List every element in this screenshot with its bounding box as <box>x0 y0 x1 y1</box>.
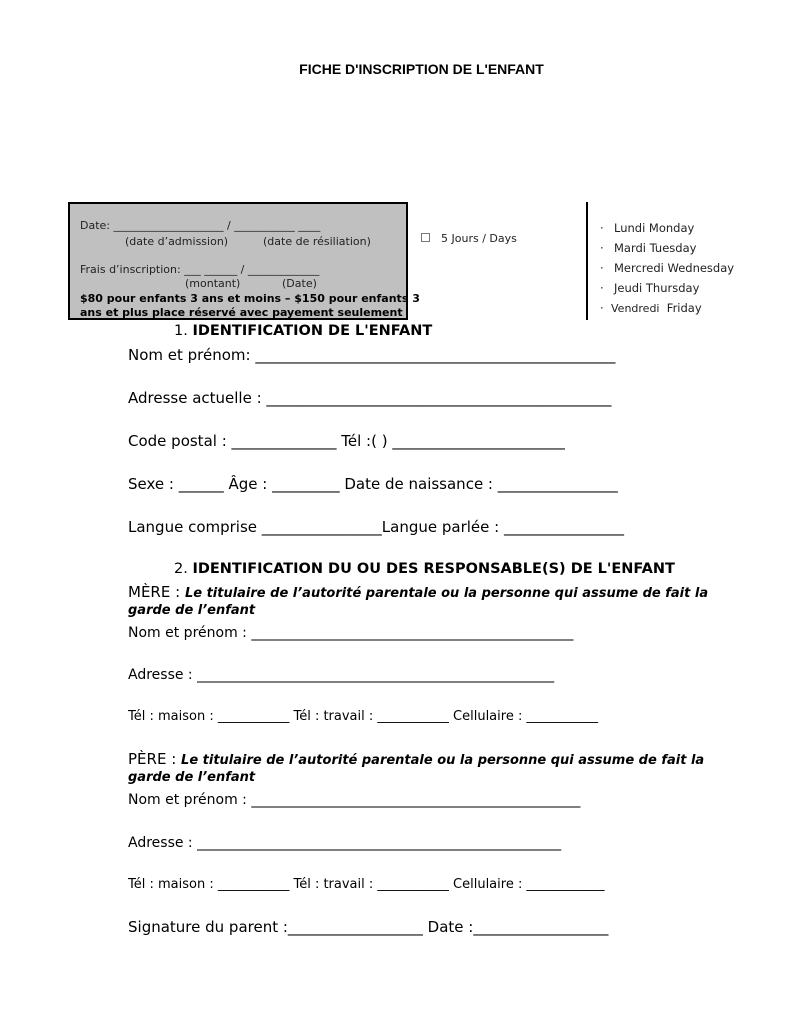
father-label: PÈRE : Le titulaire de l’autorité parentale ou la personne qui assume de fait la <box>128 750 705 768</box>
mother-description: Le titulaire de l’autorité parentale ou la personne qui assume de fait la <box>184 586 709 601</box>
father-description-2: garde de l’enfant <box>128 770 256 785</box>
postal-phone-field[interactable]: Code postal : ______________ Tél :( ) _______________________ <box>128 432 565 450</box>
father-description: Le titulaire de l’autorité parentale ou la personne qui assume de fait la <box>181 753 705 768</box>
mother-phone-field[interactable]: Tél : maison : ___________ Tél : travail : ___________ Cellulaire : ___________ <box>128 709 598 724</box>
section1-heading: 1. IDENTIFICATION DE L'ENFANT <box>174 323 433 339</box>
bullet: · <box>600 241 604 255</box>
amount-label: (montant) <box>185 277 241 290</box>
day-tuesday: · Mardi Tuesday <box>600 241 697 255</box>
child-address-field[interactable]: Adresse actuelle : ______________________________________________ <box>128 389 612 407</box>
fee-note-2: ans et plus place réservé avec payement seulement <box>80 306 403 319</box>
father-address-field[interactable]: Adresse : ____________________________________________________ <box>128 835 562 851</box>
section2-heading: 2. IDENTIFICATION DU OU DES RESPONSABLE(S) DE L'ENFANT <box>174 561 675 577</box>
mother-name-field[interactable]: Nom et prénom : ______________________________________________ <box>128 625 574 641</box>
bullet: · <box>600 281 604 295</box>
admin-box <box>68 202 420 320</box>
sex-age-birth-field[interactable]: Sexe : ______ Âge : _________ Date de naissance : ________________ <box>128 475 618 493</box>
fee-note-1: $80 pour enfants 3 ans et moins – $150 pour enfants 3 <box>80 292 420 305</box>
fee-date-label: (Date) <box>282 277 317 290</box>
mother-label: MÈRE : Le titulaire de l’autorité parentale ou la personne qui assume de fait la <box>128 583 709 601</box>
date-line[interactable]: Date: ____________________ / ___________ ____ <box>80 219 321 232</box>
divider <box>586 202 588 320</box>
day-thursday: · Jeudi Thursday <box>600 281 700 295</box>
child-name-field[interactable]: Nom et prénom: ________________________________________________ <box>128 346 616 364</box>
page-title: FICHE D'INSCRIPTION DE L'ENFANT <box>299 61 544 77</box>
admission-date-label: (date d’admission) <box>125 235 229 248</box>
mother-description-2: garde de l’enfant <box>128 603 256 618</box>
bullet: · <box>600 301 604 315</box>
bullet: · <box>600 261 604 275</box>
father-phone-field[interactable]: Tél : maison : ___________ Tél : travail : ___________ Cellulaire : ____________ <box>128 877 605 892</box>
day-monday: · Lundi Monday <box>600 221 695 235</box>
signature-field[interactable]: Signature du parent :__________________ Date :__________________ <box>128 918 609 936</box>
father-name-field[interactable]: Nom et prénom : _______________________________________________ <box>128 792 581 808</box>
fee-line[interactable]: Frais d’inscription: ___ ______ / _____________ <box>80 263 320 276</box>
mother-address-field[interactable]: Adresse : ___________________________________________________ <box>128 667 555 683</box>
five-days-label: 5 Jours / Days <box>441 232 517 245</box>
bullet: · <box>600 221 604 235</box>
five-days-checkbox[interactable] <box>421 233 430 242</box>
day-wednesday: · Mercredi Wednesday <box>600 261 735 275</box>
language-field[interactable]: Langue comprise ________________Langue parlée : ________________ <box>128 518 624 536</box>
termination-date-label: (date de résiliation) <box>263 235 371 248</box>
day-friday: · Vendredi Friday <box>600 301 702 315</box>
